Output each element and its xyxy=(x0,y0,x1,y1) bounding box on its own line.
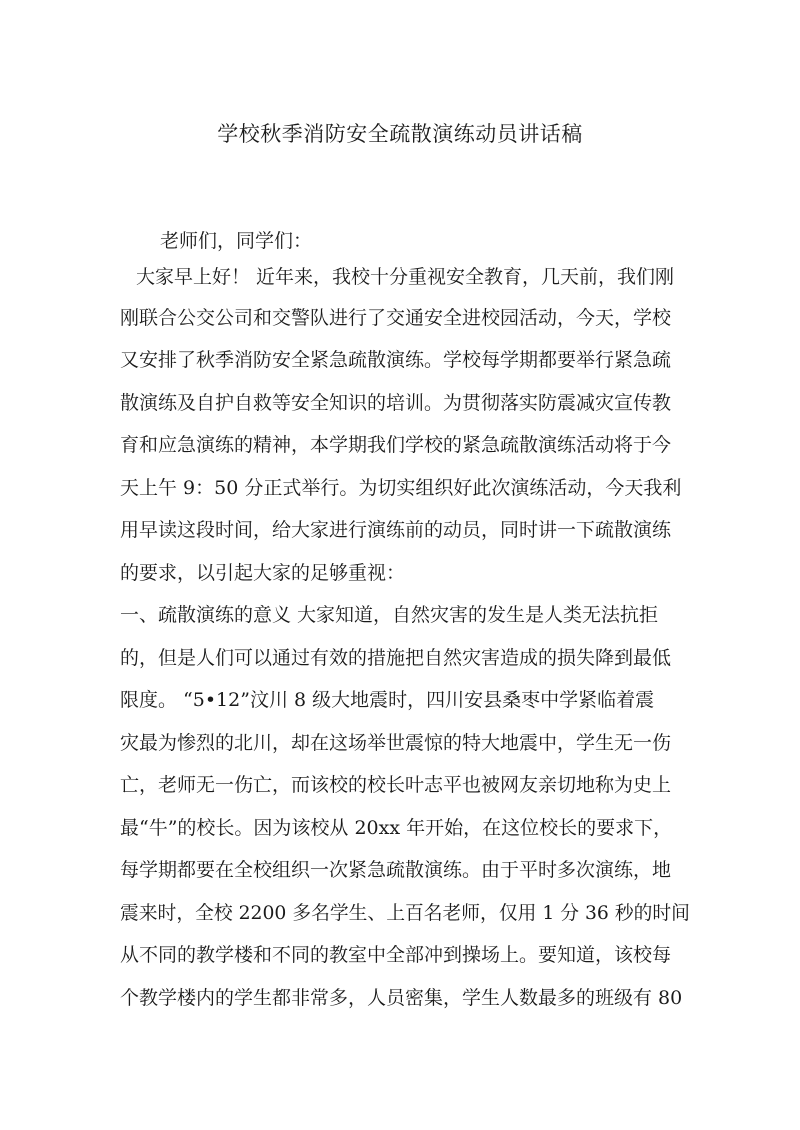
text-line: 天上午 9：50 分正式举行。为切实组织好此次演练活动，今天我利 xyxy=(120,477,682,499)
document-title: 学校秋季消防安全疏散演练动员讲话稿 xyxy=(217,122,583,146)
text-line: 限度。 “5•12”汶川 8 级大地震时，四川安县桑枣中学紧临着震 xyxy=(120,689,655,711)
text-line: 亡，老师无一伤亡，而该校的校长叶志平也被网友亲切地称为史上 xyxy=(120,774,672,796)
text-line: 个教学楼内的学生都非常多，人员密集，学生人数最多的班级有 80 xyxy=(120,987,683,1009)
text-line: 震来时，全校 2200 多名学生、上百名老师，仅用 1 分 36 秒的时间 xyxy=(120,902,690,924)
text-line: 育和应急演练的精神，本学期我们学校的紧急疏散演练活动将于今 xyxy=(120,434,672,456)
text-line: 的要求，以引起大家的足够重视： xyxy=(120,562,406,584)
text-line: 每学期都要在全校组织一次紧急疏散演练。由于平时多次演练，地 xyxy=(120,859,672,881)
text-line: 用早读这段时间，给大家进行演练前的动员，同时讲一下疏散演练 xyxy=(120,519,672,541)
salutation: 老师们，同学们： xyxy=(160,230,313,252)
text-line: 散演练及自护自救等安全知识的培训。为贯彻落实防震减灾宣传教 xyxy=(120,392,672,414)
text-line: 从不同的教学楼和不同的教室中全部冲到操场上。要知道，该校每 xyxy=(120,944,672,966)
text-line: 刚联合公交公司和交警队进行了交通安全进校园活动，今天，学校 xyxy=(120,307,672,329)
text-line: 大家早上好！ 近年来，我校十分重视安全教育，几天前，我们刚 xyxy=(136,266,675,288)
text-line: 一、疏散演练的意义 大家知道，自然灾害的发生是人类无法抗拒 xyxy=(120,604,659,626)
text-line: 灾最为惨烈的北川，却在这场举世震惊的特大地震中，学生无一伤 xyxy=(120,732,672,754)
text-line: 的，但是人们可以通过有效的措施把自然灾害造成的损失降到最低 xyxy=(120,647,672,669)
text-line: 又安排了秋季消防安全紧急疏散演练。学校每学期都要举行紧急疏 xyxy=(120,349,672,371)
text-line: 最“牛”的校长。因为该校从 20xx 年开始，在这位校长的要求下， xyxy=(120,817,673,839)
